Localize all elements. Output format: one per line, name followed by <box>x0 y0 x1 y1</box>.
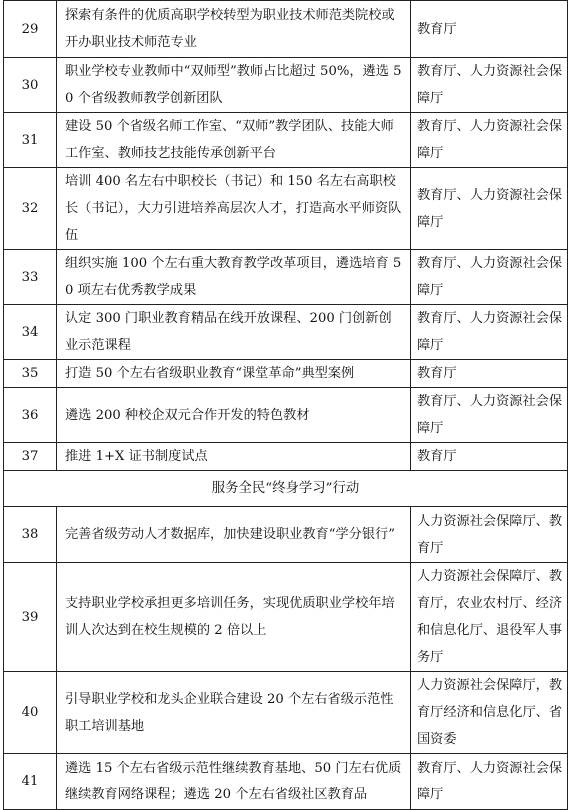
task-description: 探索有条件的优质高职学校转型为职业技术师范类院校或开办职业技术师范专业 <box>57 1 411 58</box>
responsible-department: 教育厅、人力资源社会保障厅 <box>411 250 568 305</box>
responsible-department: 教育厅、人力资源社会保障厅 <box>411 168 568 250</box>
table-row <box>4 360 568 388</box>
responsible-department: 人力资源社会保障厅、教育厅，农业农村厅、经济和信息化厅、退役军人事务厅 <box>411 563 568 672</box>
responsible-department: 教育厅、人力资源社会保障厅 <box>411 388 568 443</box>
task-description: 遴选 15 个左右省级示范性继续教育基地、50 门左右优质继续教育网络课程；遴选 20 个左右省级社区教育品 <box>57 754 411 810</box>
row-number: 36 <box>4 388 57 443</box>
responsible-department: 教育厅、人力资源社会保障厅 <box>411 754 568 810</box>
task-description: 打造 50 个左右省级职业教育“课堂革命”典型案例 <box>57 360 411 388</box>
task-description: 建设 50 个省级名师工作室、“双师”教学团队、技能大师工作室、教师技艺技能传承创新平台 <box>57 113 411 168</box>
table-row <box>4 507 568 563</box>
table-row <box>4 1 568 58</box>
table-row <box>4 672 568 754</box>
row-number: 30 <box>4 58 57 113</box>
responsible-department: 教育厅、人力资源社会保障厅 <box>411 113 568 168</box>
table-row <box>4 168 568 250</box>
row-number: 40 <box>4 672 57 754</box>
row-number: 39 <box>4 563 57 672</box>
task-description: 支持职业学校承担更多培训任务，实现优质职业学校年培训人次达到在校生规模的 2 倍以上 <box>57 563 411 672</box>
task-table <box>3 0 568 810</box>
responsible-department: 教育厅 <box>411 1 568 58</box>
row-number: 35 <box>4 360 57 388</box>
row-number: 38 <box>4 507 57 563</box>
table-row <box>4 305 568 360</box>
responsible-department: 人力资源社会保障厅，教育厅经济和信息化厅、省国资委 <box>411 672 568 754</box>
task-description: 职业学校专业教师中“双师型”教师占比超过 50%，遴选 50 个省级教师教学创新团队 <box>57 58 411 113</box>
responsible-department: 教育厅 <box>411 443 568 471</box>
table-row <box>4 443 568 471</box>
section-header-row <box>4 471 568 507</box>
row-number: 29 <box>4 1 57 58</box>
responsible-department: 教育厅、人力资源社会保障厅 <box>411 58 568 113</box>
row-number: 33 <box>4 250 57 305</box>
row-number: 32 <box>4 168 57 250</box>
table-row <box>4 563 568 672</box>
section-title: 服务全民“终身学习”行动 <box>4 471 568 507</box>
table-row <box>4 250 568 305</box>
responsible-department: 教育厅 <box>411 360 568 388</box>
task-description: 遴选 200 种校企双元合作开发的特色教材 <box>57 388 411 443</box>
task-description: 推进 1+X 证书制度试点 <box>57 443 411 471</box>
row-number: 34 <box>4 305 57 360</box>
task-description: 组织实施 100 个左右重大教育教学改革项目，遴选培育 50 项左右优秀教学成果 <box>57 250 411 305</box>
task-description: 培训 400 名左右中职校长（书记）和 150 名左右高职校长（书记），大力引进培养高层次人才，打造高水平师资队伍 <box>57 168 411 250</box>
row-number: 31 <box>4 113 57 168</box>
task-description: 认定 300 门职业教育精品在线开放课程、200 门创新创业示范课程 <box>57 305 411 360</box>
row-number: 41 <box>4 754 57 810</box>
responsible-department: 教育厅、人力资源社会保障厅 <box>411 305 568 360</box>
task-description: 引导职业学校和龙头企业联合建设 20 个左右省级示范性职工培训基地 <box>57 672 411 754</box>
responsible-department: 人力资源社会保障厅、教育厅 <box>411 507 568 563</box>
table-row <box>4 388 568 443</box>
row-number: 37 <box>4 443 57 471</box>
task-description: 完善省级劳动人才数据库，加快建设职业教育“学分银行” <box>57 507 411 563</box>
table-row <box>4 754 568 810</box>
table-row <box>4 58 568 113</box>
table-row <box>4 113 568 168</box>
